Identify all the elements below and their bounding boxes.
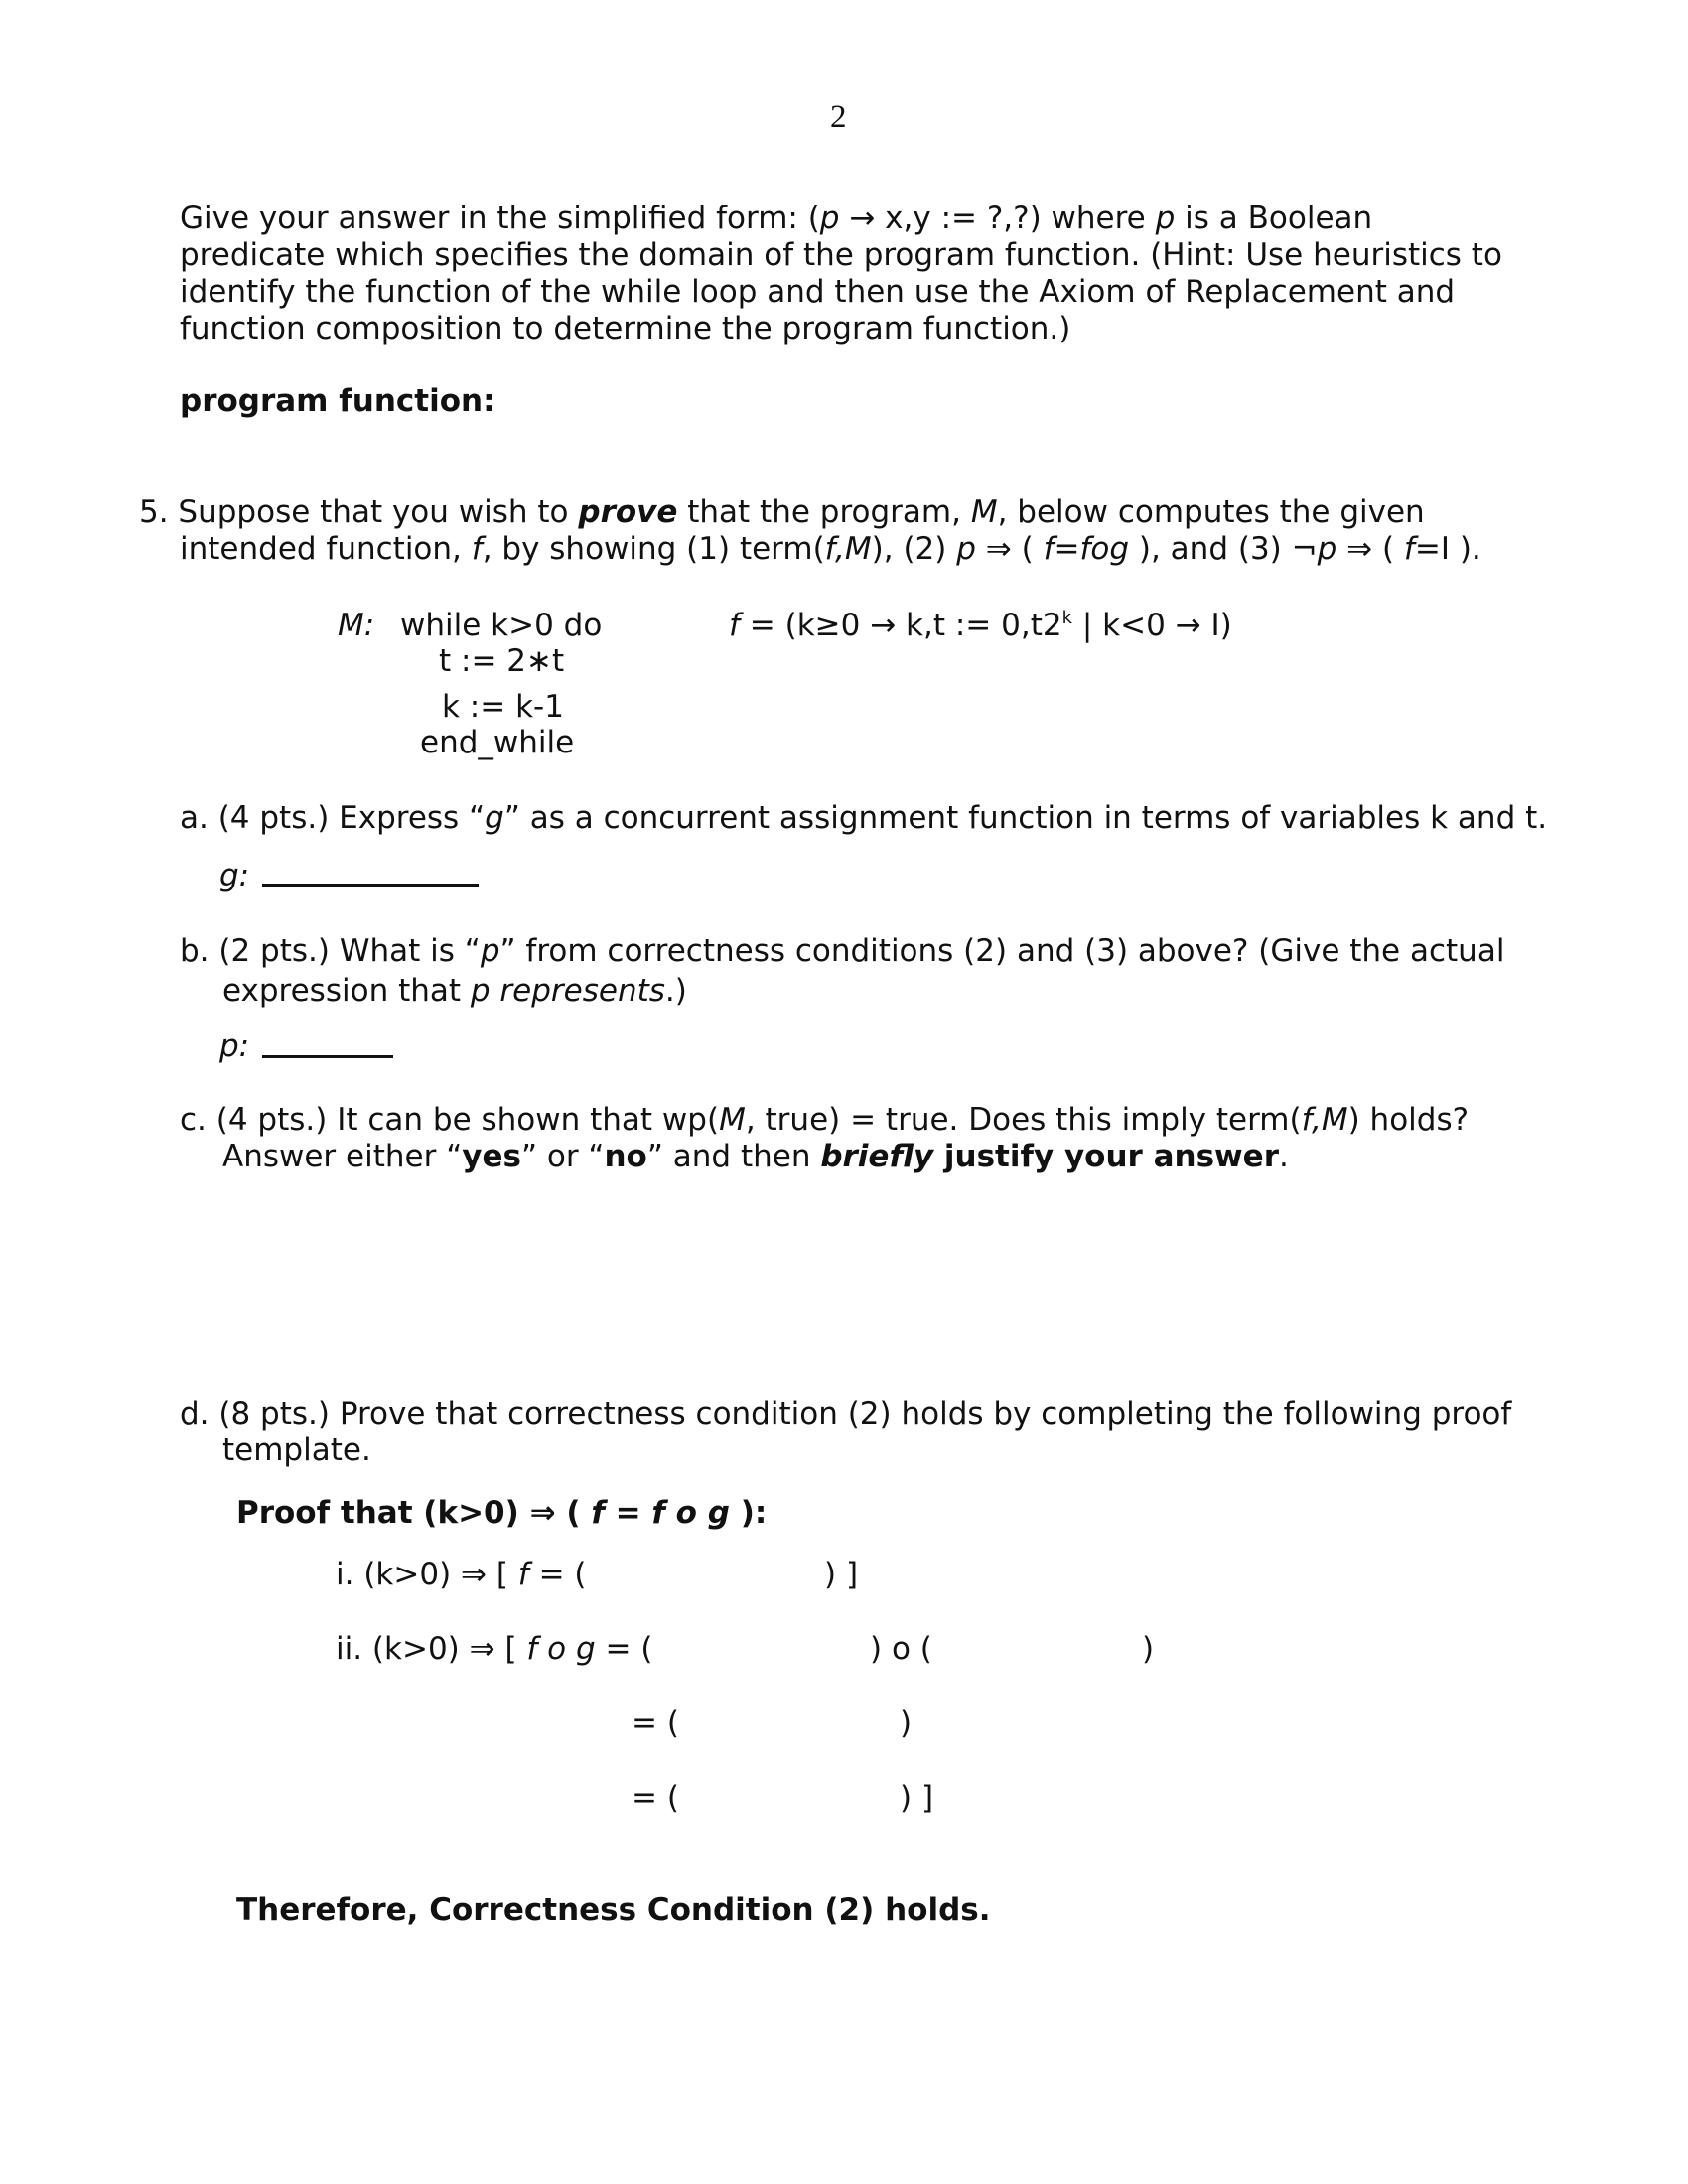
proof-eq-2-open: = ( — [632, 1780, 679, 1816]
part-b-label: p: — [219, 1028, 250, 1064]
program-line-2: t := 2∗t — [439, 643, 565, 679]
program-line-4: end_while — [420, 725, 575, 760]
part-a-label: g: — [219, 858, 250, 893]
proof-eq-1-open: = ( — [632, 1706, 679, 1741]
part-d-line-2: template. — [222, 1433, 371, 1468]
part-b-answer-line[interactable] — [262, 1055, 393, 1058]
intro-line-4: function composition to determine the program function.) — [180, 311, 1071, 346]
intro-line-1: Give your answer in the simplified form: (p → x,y := ?,?) where p is a Boolean — [180, 201, 1373, 236]
proof-title: Proof that (k>0) ⇒ ( f = f o g ): — [236, 1495, 768, 1531]
part-c-line-1: c. (4 pts.) It can be shown that wp(M, true) = true. Does this imply term(f,M) holds? — [180, 1102, 1470, 1138]
program-function-label: program function: — [180, 383, 495, 419]
part-d-line-1: d. (8 pts.) Prove that correctness condition (2) holds by completing the following proof — [180, 1396, 1512, 1432]
proof-eq-2-close: ) ] — [900, 1780, 934, 1816]
program-line-1: while k>0 do — [400, 608, 603, 643]
part-a-text: a. (4 pts.) Express “g” as a concurrent assignment function in terms of variables k and t. — [180, 800, 1548, 836]
proof-step-i-close: ) ] — [824, 1557, 859, 1592]
proof-conclusion: Therefore, Correctness Condition (2) holds. — [236, 1892, 991, 1928]
intro-line-3: identify the function of the while loop and then use the Axiom of Replacement and — [180, 274, 1456, 310]
proof-eq-1-close: ) — [900, 1706, 913, 1741]
proof-step-ii-close: ) — [1142, 1631, 1155, 1667]
intended-function: f = (k≥0 → k,t := $0,t2^k$ | k<0 → I) — [729, 608, 1232, 643]
part-a-answer-line[interactable] — [262, 884, 479, 887]
part-b-line-1: b. (2 pts.) What is “p” from correctness conditions (2) and (3) above? (Give the actual — [180, 933, 1505, 969]
intro-line-2: predicate which specifies the domain of the program function. (Hint: Use heuristics to — [180, 237, 1502, 273]
program-line-3: k := k-1 — [442, 689, 564, 725]
page-number: 2 — [830, 99, 847, 135]
proof-step-i: i. (k>0) ⇒ [ f = ( — [336, 1557, 587, 1592]
program-label: M: — [338, 608, 375, 643]
proof-step-ii-compose: ) o ( — [870, 1631, 932, 1667]
q5-line-1: 5. Suppose that you wish to prove that the program, M, below computes the given — [139, 494, 1425, 530]
q5-line-2: intended function, f, by showing (1) term(f,M), (2) p ⇒ ( f=fog ), and (3) ¬p ⇒ ( f=I ). — [180, 531, 1481, 567]
part-c-line-2: Answer either “yes” or “no” and then briefly justify your answer. — [222, 1139, 1289, 1174]
proof-step-ii: ii. (k>0) ⇒ [ f o g = ( — [336, 1631, 653, 1667]
part-b-line-2: expression that p represents.) — [222, 973, 687, 1009]
